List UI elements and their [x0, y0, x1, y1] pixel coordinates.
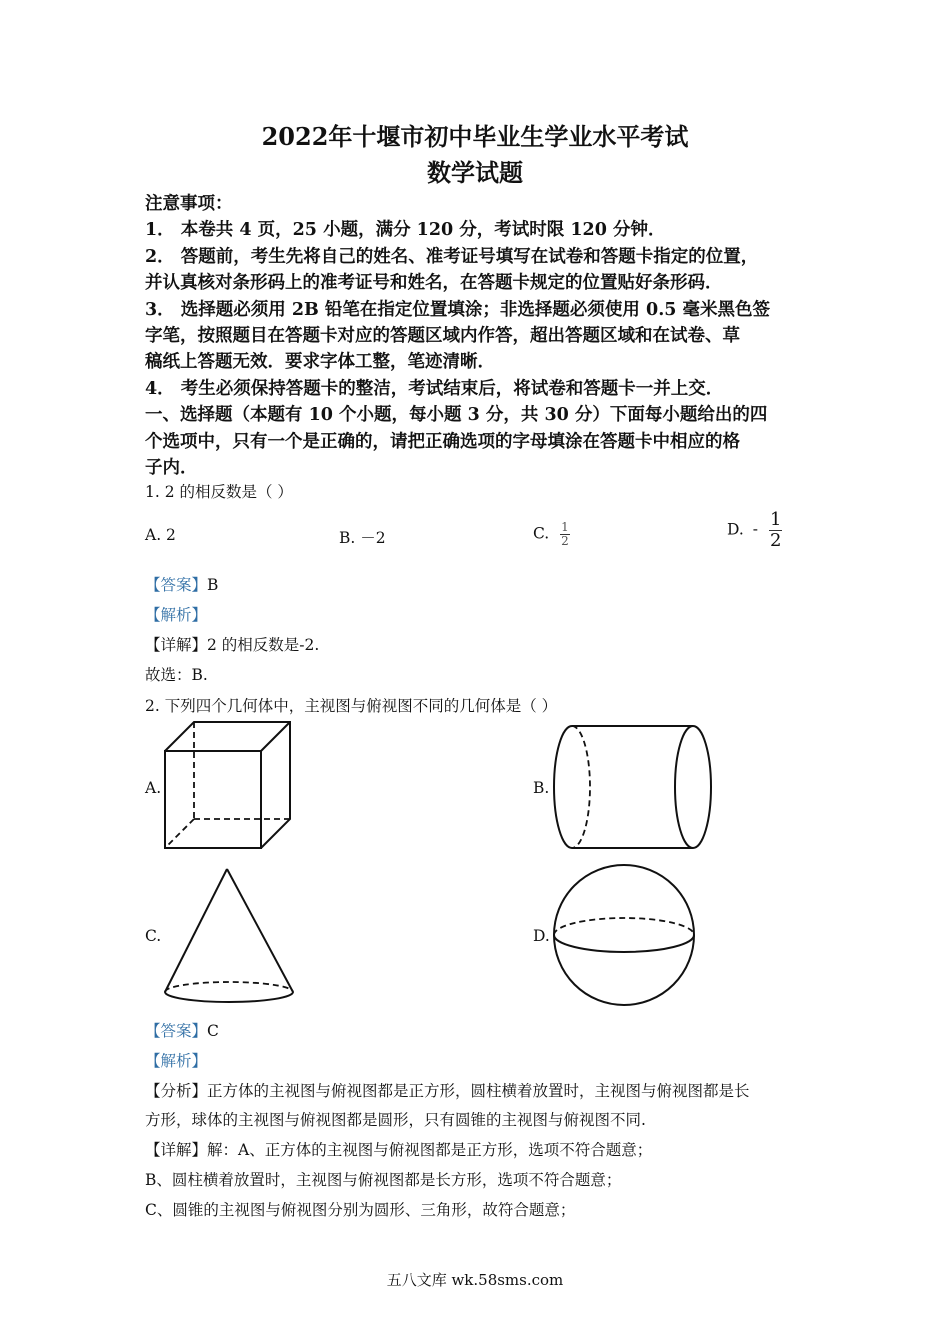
fraction-numerator: 1 — [769, 509, 782, 530]
cylinder-icon — [550, 722, 715, 852]
answer-tag: 【答案】 — [145, 576, 208, 594]
cone-icon — [160, 866, 300, 1008]
page-title: 2022年十堰市初中毕业生学业水平考试 — [261, 122, 689, 151]
section-instructions: 子内． — [145, 458, 198, 478]
notice-item: 4． 考生必须保持答题卡的整洁，考试结束后，将试卷和答题卡一并上交． — [145, 379, 724, 399]
detail-tag: 【详解】 — [145, 636, 208, 654]
q2-analysis-tag: 【解析】 — [145, 1052, 208, 1070]
detail-tag: 【详解】 — [145, 1141, 208, 1159]
detail-text: 解：A、正方体的主视图与俯视图都是正方形，选项不符合题意； — [207, 1141, 653, 1159]
sphere-icon — [550, 860, 698, 1008]
notice-heading: 注意事项： — [145, 194, 233, 214]
q2-option-d-label: D. — [533, 927, 550, 945]
q2-option-a-label: A. — [145, 779, 162, 797]
page-subtitle: 数学试题 — [427, 158, 523, 187]
notice-item: 并认真核对条形码上的准考证号和姓名，在答题卡规定的位置贴好条形码． — [145, 273, 723, 293]
page-footer: 五八文库 wk.58sms.com — [386, 1271, 564, 1289]
q1-option-c — [533, 521, 570, 548]
q1-answer — [145, 573, 218, 595]
q1-stem: 1. 2 的相反数是（ ） — [145, 483, 293, 501]
q1-option-d-fraction — [769, 510, 782, 551]
detail-text: 2 的相反数是-2. — [207, 636, 320, 654]
fraction-denominator: 2 — [769, 529, 782, 551]
notice-item: 3． 选择题必须用 2B 铅笔在指定位置填涂；非选择题必须使用 0.5 毫米黑色签 — [145, 300, 771, 320]
q1-option-a: A. 2 — [145, 526, 176, 544]
q1-option-d-sign: - — [752, 520, 758, 539]
q2-detail-line: B、圆柱横着放置时，主视图与俯视图都是长方形，选项不符合题意； — [145, 1171, 622, 1189]
answer-value: C — [207, 1022, 219, 1040]
q1-option-c-fraction — [560, 521, 570, 548]
q2-detail-line: C、圆锥的主视图与俯视图分别为圆形、三角形，故符合题意； — [145, 1201, 576, 1219]
q2-answer — [145, 1019, 219, 1041]
answer-value: B — [207, 576, 219, 594]
q2-detail-line — [145, 1138, 652, 1160]
notice-item: 稿纸上答题无效．要求字体工整，笔迹清晰． — [145, 352, 495, 372]
q2-fenxi-line — [145, 1079, 750, 1101]
fraction-denominator: 2 — [561, 534, 569, 549]
notice-item: 2． 答题前，考生先将自己的姓名、准考证号填写在试卷和答题卡指定的位置， — [145, 247, 759, 267]
q1-option-d — [727, 510, 782, 551]
notice-item: 字笔，按照题目在答题卡对应的答题区域内作答，超出答题区域和在试卷、草 — [145, 326, 740, 346]
q2-option-b-label: B. — [533, 779, 550, 797]
q2-stem: 2. 下列四个几何体中，主视图与俯视图不同的几何体是（ ） — [145, 697, 558, 715]
cube-icon — [160, 718, 295, 852]
q1-option-d-label: D. — [727, 520, 744, 539]
fraction-numerator: 1 — [561, 520, 569, 534]
q2-fenxi-line: 方形，球体的主视图与俯视图都是圆形，只有圆锥的主视图与俯视图不同. — [145, 1111, 646, 1129]
q1-option-c-label: C. — [533, 524, 550, 543]
q1-analysis-tag: 【解析】 — [145, 606, 208, 624]
section-instructions: 个选项中，只有一个是正确的，请把正确选项的字母填涂在答题卡中相应的格 — [145, 432, 740, 452]
q1-option-b: B. －2 — [339, 529, 386, 547]
fenxi-tag: 【分析】 — [145, 1082, 208, 1100]
q1-detail — [145, 633, 319, 655]
fenxi-text: 正方体的主视图与俯视图都是正方形，圆柱横着放置时，主视图与俯视图都是长 — [207, 1082, 750, 1100]
notice-item: 1． 本卷共 4 页，25 小题，满分 120 分，考试时限 120 分钟． — [145, 220, 666, 240]
answer-tag: 【答案】 — [145, 1022, 208, 1040]
section-instructions: 一、选择题（本题有 10 个小题，每小题 3 分，共 30 分）下面每小题给出的四 — [145, 405, 768, 425]
q1-conclusion: 故选：B. — [145, 666, 208, 684]
q2-option-c-label: C. — [145, 927, 162, 945]
